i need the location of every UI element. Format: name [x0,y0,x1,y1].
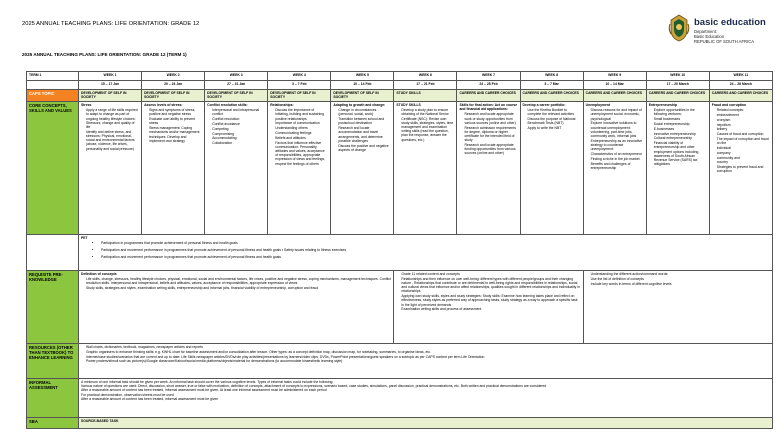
core-concept-list [523,108,581,130]
informal-assessment-cell [79,379,773,418]
dbe-logo [668,14,768,54]
logo-line-2: Basic Education [694,34,725,39]
core-concept-item: • Apply to write the NBT [528,126,581,130]
core-concept-title: Conflict resolution skills: [207,103,248,107]
requisite-item: • Study skills, strategies and styles, examination writing skills, entrepreneurship and informal jobs, financial viability of entrepreneurship, corruption and fraud [86,286,391,290]
core-concept-list [649,108,707,166]
requisite-item: • Grade 11 related content and concepts [401,272,580,276]
week-header: WEEK 5 [331,72,394,81]
week-dates: 3 – 7 Mar [520,81,583,90]
core-concept-item: • Competing [212,127,265,131]
core-concept-item: • community and [717,156,770,160]
week-header: WEEK 4 [268,72,331,81]
core-concept-item: • Importance of communication [275,121,328,125]
requisite-item: • Life skills, change, stressors, healthy lifestyle choices, physical, emotional, social and environmental factors, life crises, positive and negative stress, coping mechanisms, management techniques. Conflict resolution skills. Interpersonal and intrapersonal, beliefs and attitudes, values, acceptance of responsibilities, appropriate expression of views [86,277,391,285]
week-header: WEEK 1 [79,72,142,81]
teaching-plan-table [26,71,773,429]
core-concepts-label: CORE CONCEPTS, SKILLS AND VALUES [27,102,79,235]
core-concept-title: Develop a career portfolio: [522,103,566,107]
week-dates: 24 – 28 March [709,81,772,90]
caps-topic: CAREERS AND CAREER CHOICES [583,90,646,102]
caps-topic: CAREERS AND CAREER CHOICES [646,90,709,102]
week-dates: 3 – 7 Feb [268,81,331,90]
core-concept-item: • Identify and define stress, and stressors: Physical, emotional, social and environmental factors (abuse, violence, life crises, personality and social pressure) [86,130,139,151]
pet-item: • Participation and movement performance in programmes that promote achievement of personal fitness and health goals [101,255,770,259]
resource-item: • Internet/case studies/scenarios that are current and up to date: Life Skills newspaper articles/DVDs/role play activities/presentations by learners/video clips, DVDs, PowerPoint presentations/guest speakers on a subtopic as per CAPS content per term Life Orientation [86,355,770,359]
page-subtitle: 2025 ANNUAL TEACHING PLANS: LIFE ORIENTATION: GRADE 12 (TERM 1) [22,52,187,57]
core-concepts-cell [205,102,268,235]
core-concepts-cell [268,102,331,235]
week-header: WEEK 6 [394,72,457,81]
core-concept-item: • nepotism [717,123,770,127]
requisite-col-2 [394,271,583,344]
resource-item: • Power posters/stimuli such as picture(s)/Google classroom/Kahoot/social media platforms/objects/material for demonstrations (to accommodate kinaesthetic learning style) [86,359,770,363]
core-concept-item: • Change in circumstances (personal, social, work) [338,108,391,116]
core-concept-item: • Compromising [212,132,265,136]
core-concept-item: • Evaluate own ability to prevent stress [149,117,202,125]
informal-line: After a reasonable amount of content has been treated, informal assessment must be given. At least one informal assessment must be administered on each period [81,388,327,393]
informal-line: For practical demonstration, observation sheets must be used [81,392,174,397]
date-row [27,81,773,90]
informal-line: Various nature of questions are used: Direct, discussion, short answer, true or false with motivation, definition of concepts, attachment of concepts to expressions, scenario based, case studies, simulations, panel discussion, practical demonstrations, etc. Both written and practical demonstrations are considered [81,384,547,389]
informal-line: A minimum of one informal task should be given per week. An informal task should cover the various cognitive levels. Types of informal tasks could include the following: [81,380,334,384]
core-concepts-cell [142,102,205,235]
caps-topic-row [27,90,773,102]
core-concept-list [459,112,517,155]
caps-topic: DEVELOPMENT OF SELF IN SOCIETY [205,90,268,102]
pet-spacer [27,235,79,271]
page-title: 2025 ANNUAL TEACHING PLANS: LIFE ORIENTATION: GRADE 12 [22,21,200,27]
core-concepts-cell [520,102,583,235]
week-dates: 17 – 20 March [646,81,709,90]
core-concept-item: • Research admission requirements for degree, diploma or higher certificate for the intended field of study [464,126,517,143]
core-concepts-cell [394,102,457,235]
pet-heading: PET [81,236,88,240]
core-concept-item: • Understanding others [275,126,328,130]
core-concept-item: • Entrepreneurship as an innovative strategy to counteract unemployment: [591,139,644,152]
pet-item: • Participation in programmes that promote achievement of personal fitness and health goals [101,241,770,245]
core-concept-item: • Cultural entrepreneurship [654,136,707,140]
requisite-row [27,271,773,344]
core-concept-title: Fraud and corruption [711,103,747,107]
core-concept-item: • Strategies to prevent fraud and corruption [717,165,770,173]
informal-assessment-label: INFORMAL ASSESSMENT [27,379,79,418]
week-dates: 10 – 14 Mar [583,81,646,90]
core-concept-title: Skills for final action: Act on course and financial aid applications: [459,103,518,112]
core-concept-item: • Transition between school and postschool destination [338,117,391,125]
core-concept-title: Relationships: [270,103,294,107]
core-concept-item: • Causes of fraud and corruption [717,132,770,136]
week-dates: 24 – 28 Feb [457,81,520,90]
core-concept-list [81,108,139,151]
core-concept-item: • Related concepts: [717,108,770,112]
week-header: WEEK 3 [205,72,268,81]
core-concept-item: • Beliefs and attitudes [275,136,328,140]
caps-topic: CAREERS AND CAREER CHOICES [520,90,583,102]
core-concept-list [270,108,328,166]
core-concept-item: • Accommodating [212,136,265,140]
sba-row [27,418,773,429]
caps-topic: CAREERS AND CAREER CHOICES [457,90,520,102]
core-concept-item: • Signs and symptoms of stress, positive and negative stress [149,108,202,116]
core-concept-item: • Develop a study plan to ensure obtaining of the National Senior Certificate (NSC): Revise own study skills, strategies, styles, time management and examination writing skills (read the question, plan the response, answer the questions, etc.) [401,108,454,142]
requisite-item: • Understanding the different action/command words: [591,272,770,276]
core-concepts-cell [331,102,394,235]
core-concept-item: • Social entrepreneurship [654,122,707,126]
core-concepts-row [27,102,773,235]
core-concept-item: • Interpersonal and intrapersonal conflict [212,108,265,116]
caps-topic: DEVELOPMENT OF SELF IN SOCIETY [331,90,394,102]
core-concept-item: • Conflict avoidance [212,122,265,126]
requisite-item: • Applying own study skills, styles and study strategies: Study skills: Examine how learning takes place and reflect on effectiveness, study styles as preferred way of approaching tasks, study strategy as a way to approach a specific task in the light of perceived demands [401,294,580,307]
core-concept-item: • country [717,160,770,164]
pet-item: • Participation and movement performance in programmes that promote achievement of personal fitness and health goals • Safety issues relating to fitness exercises [101,248,770,252]
core-concepts-cell [583,102,646,235]
core-concept-title: STUDY SKILLS [396,103,421,107]
week-header: WEEK 2 [142,72,205,81]
caps-topic: CAREERS AND CAREER CHOICES [709,90,772,102]
core-concept-item: • Discuss the positive and negative aspects of change [338,144,391,152]
caps-topic: DEVELOPMENT OF SELF IN SOCIETY [268,90,331,102]
requisite-col-3 [583,271,772,344]
core-concept-title: Unemployment [585,103,611,107]
core-concept-item: • company [717,151,770,155]
term-row [27,72,773,81]
requisite-item: • Relationships and their influence on own well-being: different types with different people/groups and their changing nature - Relationships that contribute or are detrimental to well-being rights and responsibilities in relationships, social and cultural views that influence and/or affect relationships, qualities sought in different relationships and individuality in relationships [401,277,580,294]
core-concept-item: • Discuss the importance of initiating, building and sustaining positive relationships [275,108,328,121]
week-dates: 27 – 31 Jan [205,81,268,90]
core-concept-title: Adapting to growth and change: [333,103,386,107]
core-concepts-cell [79,102,142,235]
logo-line-3: REPUBLIC OF SOUTH AFRICA [694,39,755,44]
core-concept-item: • Characteristics of an entrepreneur [591,152,644,156]
resource-item: • Graphic organisers to enhance thinking skills: e.g. KWHL chart for baseline assessment and/or consolidation after lesson. Other types: as a concept definition map, discussion map, for notetaking, summaries, to organise ideas, etc. [86,350,770,354]
core-concept-item: • Innovative entrepreneurship [654,132,707,136]
logo-subtitle [694,29,754,44]
core-concept-list [712,108,770,173]
core-concept-item: • Benefits and challenges of entrepreneurship [591,162,644,170]
caps-topic: DEVELOPMENT OF SELF IN SOCIETY [142,90,205,102]
caps-topic: STUDY SKILLS [394,90,457,102]
requisite-item: • Include key words in terms of different cognitive levels [591,282,770,286]
core-concept-item: • Research and locate appropriate funding opportunities from various sources (online and other) [464,143,517,156]
core-concept-item: • Finding a niche in the job market [591,157,644,161]
core-concept-item: • Apply a range of life skills required to adapt to change as part of ongoing healthy lifestyle choices: Stressors, change and quality of life [86,108,139,129]
core-concept-title: Entrepreneurship [648,103,677,107]
week-dates: 20 – 24 Jan [142,81,205,90]
core-concept-item: • Research and locate appropriate work or study opportunities from various sources (online and other) [464,112,517,125]
core-concepts-cell [646,102,709,235]
core-concept-item: • Collaboration [212,141,265,145]
logo-line-1: Department: [694,29,718,34]
requisite-label: REQUISITE PRE-KNOWLEDGE [27,271,79,344]
core-concept-list [144,108,202,143]
core-concept-item: • Explore opportunities in the following ventures: [654,108,707,116]
resources-row [27,344,773,379]
core-concept-item: • Discuss the purpose of National Benchmark Tests (NBT) [528,117,581,125]
core-concept-item: • embezzlement [717,113,770,117]
requisite-title: Definition of concepts [81,272,117,276]
term-label: TERM 1 [27,72,79,81]
week-dates: 15 – 17 Jan [79,81,142,90]
sba-label: SBA [27,418,79,429]
resources-cell [79,344,773,379]
core-concept-list [396,108,454,142]
core-concept-item: • Discuss reasons for and impact of unemployment social, economic, psychological [591,108,644,121]
week-header: WEEK 8 [520,72,583,81]
core-concept-item: • Factors that influence effective communication: Personality, attitudes and values, acceptance of responsibilities, appropriate expression of views and feelings, respect the feelings of others [275,141,328,166]
core-concept-item: • Use the Khetha Booklet to complete the relevant activities [528,108,581,116]
core-concept-item: • The impact of corruption and fraud on the [717,137,770,145]
resources-label: RESOURCES (OTHER THAN TEXTBOOK) TO ENHANCE LEARNING [27,344,79,379]
core-concept-list [333,108,391,152]
requisite-item: • Examination writing skills and process of assessment [401,307,580,311]
core-concept-item: • E-businesses [654,127,707,131]
caps-topic-label: CAPS TOPIC [27,90,79,102]
core-concept-title: Stress [81,103,92,107]
caps-topic: DEVELOPMENT OF SELF IN SOCIETY [79,90,142,102]
informal-assessment-row [27,379,773,418]
core-concepts-cell [709,102,772,235]
week-dates: 17 – 21 Feb [394,81,457,90]
requisite-col-1 [79,271,394,344]
core-concept-list [207,108,265,145]
sba-task-heading: SOURCE-BASED TASK [79,418,773,429]
requisite-item: • Use the list of definition of concepts [591,277,770,281]
core-concept-item: • Financial viability of entrepreneurship and other employment options including awareness of South African Revenue Service (SARS) tax obligations [654,141,707,166]
core-concept-item: • Conflict resolution: [212,117,265,121]
core-concept-item: • cronyism [717,118,770,122]
week-header: WEEK 7 [457,72,520,81]
pet-row [27,235,773,271]
pet-cell [79,235,773,271]
week-header: WEEK 10 [646,72,709,81]
coat-of-arms-icon [668,14,690,42]
date-spacer [27,81,79,90]
core-concepts-cell [457,102,520,235]
logo-title: basic education [694,17,766,28]
core-concept-item: • bribery [717,127,770,131]
core-concept-title: Assess levels of stress: [144,103,183,107]
resource-item: • Wall charts, dictionaries, textbook, magazines, newspaper articles and reports [86,345,770,349]
informal-line: After a reasonable amount of content has been treated, informal assessment must be given [81,396,219,401]
core-concept-item: • Stress management: Coping mechanisms and/or management techniques. Develop and implement own strategy [149,126,202,143]
core-concept-item: • Communicating feelings [275,131,328,135]
core-concept-item: • Research and locate accommodation and travel arrangements, and determine possible challenges [338,126,391,143]
week-dates: 10 – 14 Feb [331,81,394,90]
week-header: WEEK 11 [709,72,772,81]
core-concept-item: • individual [717,146,770,150]
core-concept-list [586,108,644,170]
core-concept-item: • Small businesses [654,117,707,121]
core-concept-item: • Explore innovative solutions to counteract unemployment: volunteering, part-time jobs, community work, informal jobs [591,121,644,138]
week-header: WEEK 9 [583,72,646,81]
